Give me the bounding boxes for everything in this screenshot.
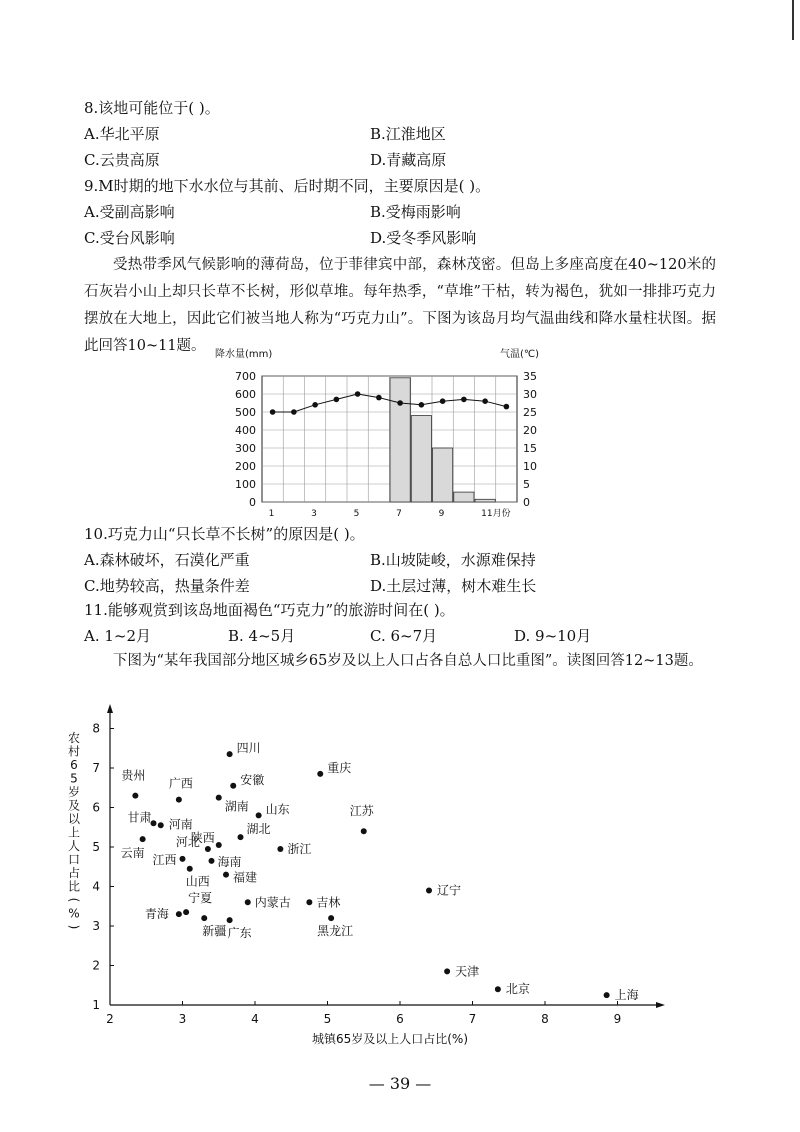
precipitation-bar: [454, 492, 474, 502]
scatter-x-tick-label: 5: [323, 1012, 332, 1026]
precipitation-axis-ticks: [235, 370, 256, 509]
q9-option-c: C.受台风影响: [84, 229, 175, 247]
scatter-point-label: 内蒙古: [254, 895, 291, 910]
temperature-point: [397, 400, 403, 406]
scatter-y-label-char: 占: [67, 866, 81, 880]
scatter-point: [230, 783, 236, 789]
passage-chocolate-hills: 受热带季风气候影响的薄荷岛，位于菲律宾中部，森林茂密。但岛上多座高度在40~120米的石灰岩小山上却只长草不长树，形似草堆。每年热季，“草堆”干枯，转为褐色，犹如一排排巧克力摆放在大地上，因此它们被当地人称为“巧克力山”。下图为该岛月均气温曲线和降水量柱状图。据此回答10~11题。: [84, 257, 716, 354]
scatter-y-label-char: 及: [67, 798, 81, 813]
precipitation-bars: [390, 378, 495, 502]
precipitation-tick-label: 500: [235, 406, 256, 419]
precipitation-bar: [411, 416, 431, 502]
scatter-point: [223, 872, 229, 878]
q8-option-a: A.华北平原: [84, 125, 160, 143]
scatter-point-label: 海南: [217, 854, 242, 869]
q8-stem: 8.该地可能位于( )。: [84, 99, 220, 117]
q10-option-d: D.土层过薄，树木难生长: [370, 577, 537, 595]
scatter-axes: [107, 704, 665, 1008]
scatter-point-label: 四川: [236, 741, 261, 756]
q9-option-d: D.受冬季风影响: [370, 229, 477, 247]
scatter-y-tick-label: 3: [92, 919, 100, 933]
scatter-point-label: 广西: [168, 776, 193, 791]
temperature-tick-label: 0: [523, 496, 530, 509]
scatter-point-label: 湖北: [246, 822, 271, 837]
scatter-point: [361, 828, 367, 834]
passage-aging-chart-intro: 下图为“某年我国部分地区城乡65岁及以上人口占各自总人口比重图”。读图回答12~13题。: [113, 653, 703, 669]
q11-option-a: A. 1~2月: [84, 627, 152, 645]
scatter-point: [183, 909, 189, 915]
q8-option-c: C.云贵高原: [84, 151, 160, 169]
page-number: — 39 —: [368, 1074, 432, 1093]
scatter-point: [227, 917, 233, 923]
scatter-point-label: 甘肃: [127, 810, 152, 825]
scatter-point-label: 北京: [505, 982, 530, 997]
q11-option-b: B. 4~5月: [228, 627, 296, 645]
scatter-point-label: 辽宁: [437, 883, 462, 898]
scatter-point: [444, 968, 450, 974]
q8-option-b: B.江淮地区: [370, 125, 446, 143]
scatter-point: [209, 858, 215, 864]
scatter-point-label: 广东: [227, 926, 252, 941]
temperature-point: [482, 398, 488, 404]
scatter-point: [256, 812, 262, 818]
temperature-point: [312, 402, 318, 408]
scatter-point: [277, 846, 283, 852]
q10-option-b: B.山坡陡峻，水源难保持: [370, 551, 536, 569]
scatter-x-arrow: [656, 1002, 665, 1008]
scatter-point-label: 上海: [614, 988, 639, 1003]
scatter-x-tick-label: 2: [106, 1012, 114, 1026]
scatter-points: [121, 741, 639, 1002]
precipitation-tick-label: 400: [235, 424, 256, 437]
scatter-point: [245, 899, 251, 905]
temperature-point: [419, 402, 425, 408]
scatter-point-label: 宁夏: [188, 891, 213, 906]
q11-option-d: D. 9~10月: [514, 627, 592, 645]
scatter-point-label: 江苏: [349, 804, 374, 819]
scatter-point: [140, 836, 146, 842]
scatter-point: [216, 795, 222, 801]
precipitation-bar: [433, 448, 453, 502]
scatter-point: [426, 887, 432, 893]
scatter-point: [328, 915, 334, 921]
scatter-point-label: 安徽: [240, 772, 265, 787]
scatter-point-label: 湖南: [224, 799, 249, 814]
scatter-y-label-char: 口: [67, 852, 81, 867]
scatter-x-tick-label: 3: [178, 1012, 187, 1026]
temperature-tick-label: 25: [523, 406, 537, 419]
scatter-point: [176, 911, 182, 917]
scatter-point-label: 河南: [168, 817, 193, 832]
temperature-point: [440, 398, 446, 404]
scatter-y-tick-label: 6: [92, 800, 100, 815]
scatter-point: [306, 899, 312, 905]
temperature-point: [355, 391, 361, 397]
scatter-point: [317, 771, 323, 777]
scatter-y-label-char: %: [68, 906, 80, 921]
scatter-x-tick-label: 7: [468, 1012, 477, 1026]
temperature-point: [504, 404, 510, 410]
scatter-point-label: 福建: [233, 870, 258, 885]
scatter-y-label-char: 上: [67, 825, 81, 840]
precipitation-tick-label: 0: [249, 496, 256, 509]
scatter-x-tick-label: 8: [541, 1012, 549, 1026]
month-tick-label: 7: [396, 509, 402, 519]
q10-option-a: A.森林破坏，石漠化严重: [84, 551, 250, 569]
month-tick-label: 1: [268, 509, 275, 519]
scatter-y-tick-label: 5: [92, 840, 100, 854]
precipitation-tick-label: 200: [235, 460, 256, 473]
scatter-point-label: 新疆: [202, 924, 227, 939]
scatter-y-axis-label: [67, 731, 81, 929]
precipitation-tick-label: 100: [235, 478, 256, 491]
scatter-y-tick-label: 1: [92, 998, 100, 1012]
scatter-y-label-char: 以: [67, 812, 81, 826]
scatter-point-label: 贵州: [121, 768, 146, 783]
scatter-point: [201, 915, 207, 921]
q8-option-d: D.青藏高原: [370, 151, 447, 169]
scatter-y-arrow: [107, 704, 113, 713]
scatter-y-label-char: ): [67, 924, 81, 930]
q10-option-c: C.地势较高，热量条件差: [84, 577, 250, 595]
scatter-point-label: 重庆: [327, 760, 352, 775]
scatter-y-label-char: 村: [67, 744, 81, 759]
q9-stem: 9.M时期的地下水水位与其前、后时期不同，主要原因是( )。: [84, 177, 491, 195]
scatter-point: [132, 793, 138, 799]
scatter-point: [176, 797, 182, 803]
scatter-point: [227, 751, 233, 757]
precipitation-tick-label: 300: [235, 442, 256, 455]
scatter-point: [158, 822, 164, 828]
aging-scatter-chart: [60, 700, 680, 1050]
scatter-point-label: 河北: [175, 834, 200, 849]
temperature-tick-label: 20: [523, 424, 537, 437]
scatter-x-tick-label: 6: [396, 1012, 404, 1026]
q11-stem: 11.能够观赏到该岛地面褐色“巧克力”的旅游时间在( )。: [84, 601, 455, 619]
scatter-y-label-char: 农: [67, 731, 81, 745]
temperature-point: [334, 397, 340, 403]
temperature-tick-label: 35: [523, 370, 537, 383]
month-tick-label: 5: [353, 509, 360, 519]
precipitation-tick-label: 600: [235, 388, 256, 401]
scatter-point-label: 山西: [185, 874, 210, 889]
temperature-point: [376, 395, 382, 401]
scatter-y-tick-label: 7: [92, 761, 100, 775]
scatter-y-tick-label: 2: [92, 958, 100, 973]
scatter-point-label: 江西: [152, 852, 177, 867]
month-axis-ticks: [269, 507, 511, 519]
scatter-y-label-char: (: [67, 897, 81, 903]
scatter-y-label-char: 6: [70, 758, 78, 772]
scatter-point: [187, 866, 193, 872]
scatter-x-tick-label: 4: [251, 1012, 259, 1026]
scatter-point-label: 青海: [144, 907, 169, 922]
scatter-point: [216, 842, 222, 848]
scatter-point: [495, 986, 501, 992]
scatter-y-label-char: 5: [70, 771, 78, 786]
temperature-tick-label: 5: [523, 478, 530, 491]
temperature-tick-label: 10: [523, 460, 537, 473]
scatter-point-label: 云南: [120, 846, 145, 861]
scatter-y-tick-label: 8: [92, 721, 100, 736]
scatter-point: [180, 856, 186, 862]
climate-gridlines: [262, 376, 517, 502]
temperature-axis-ticks: [523, 370, 537, 509]
q10-stem: 10.巧克力山“只长草不长树”的原因是( )。: [84, 525, 365, 543]
temperature-point: [291, 409, 297, 415]
scatter-y-ticks: [92, 722, 114, 1013]
temperature-point: [270, 409, 276, 415]
precipitation-bar: [390, 378, 410, 502]
scatter-y-label-char: 人: [67, 839, 81, 853]
precipitation-axis-label: 降水量(mm): [215, 349, 273, 360]
climate-chart: [210, 340, 560, 522]
temperature-tick-label: 30: [523, 388, 537, 401]
month-tick-label: 9: [438, 509, 445, 519]
scatter-point: [604, 992, 610, 998]
q9-option-b: B.受梅雨影响: [370, 203, 461, 221]
temperature-axis-label: 气温(℃): [500, 349, 540, 360]
scatter-y-label-char: 岁: [67, 785, 81, 799]
scatter-y-label-char: 比: [67, 879, 81, 894]
scatter-point-label: 陕西: [190, 831, 215, 846]
month-tick-label: 3: [311, 509, 317, 519]
scatter-y-tick-label: 4: [92, 879, 100, 894]
q9-option-a: A.受副高影响: [84, 203, 175, 221]
scatter-point: [238, 834, 244, 840]
month-tick-label: 11月份: [481, 509, 511, 519]
scatter-point-label: 浙江: [287, 841, 312, 856]
scatter-point-label: 黑龙江: [317, 924, 354, 939]
scatter-point-label: 天津: [455, 964, 480, 979]
scatter-x-axis-label: 城镇65岁及以上人口占比(%): [311, 1032, 469, 1046]
page-edge-mark: [792, 0, 794, 40]
scatter-point-label: 吉林: [316, 895, 341, 910]
scatter-point: [205, 846, 211, 852]
temperature-tick-label: 15: [523, 442, 537, 455]
temperature-point: [461, 397, 467, 403]
precipitation-bar: [475, 499, 495, 502]
q11-option-c: C. 6~7月: [370, 627, 438, 645]
scatter-x-tick-label: 9: [613, 1012, 622, 1026]
scatter-point-label: 山东: [265, 802, 290, 817]
precipitation-tick-label: 700: [235, 370, 256, 383]
